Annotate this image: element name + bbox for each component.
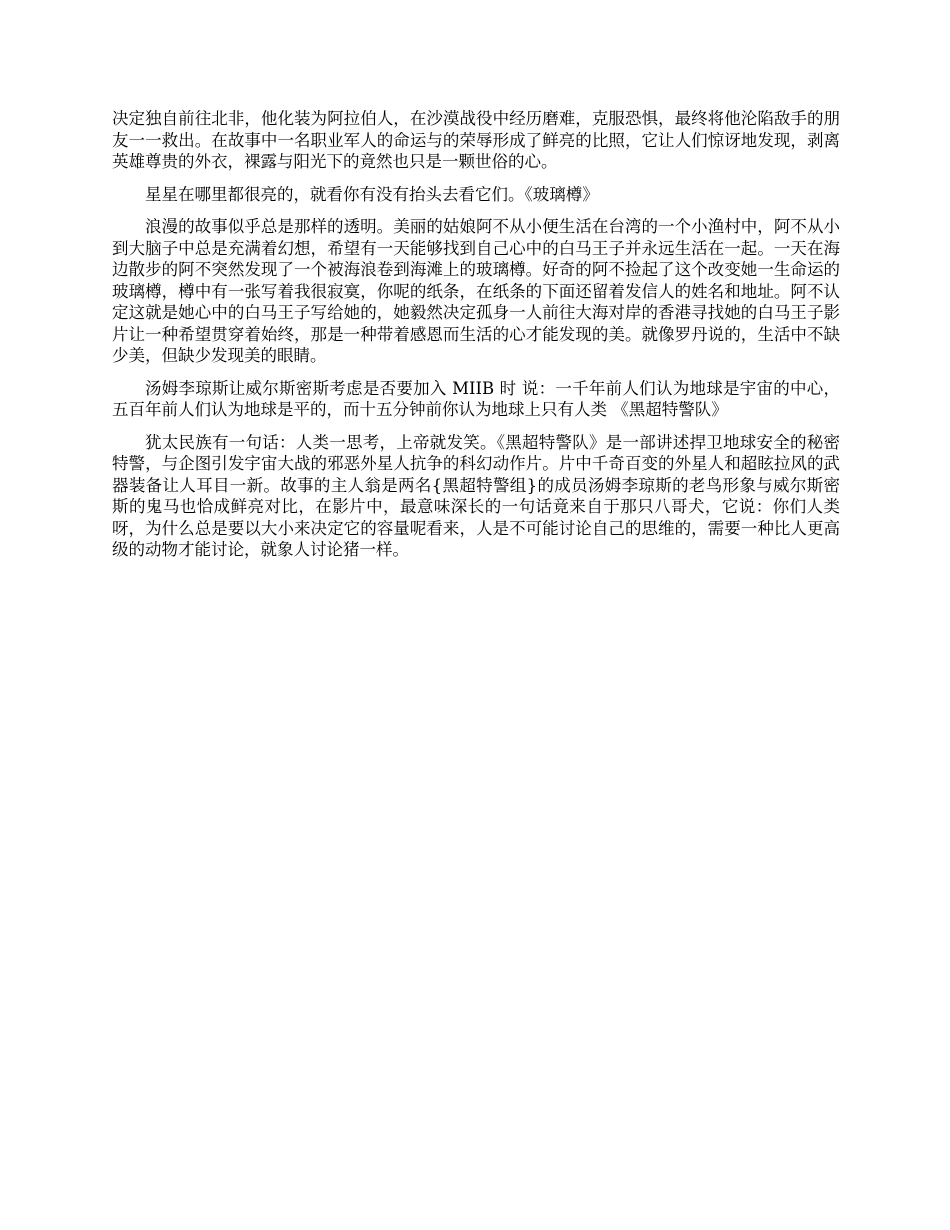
paragraph-continuation: 决定独自前往北非，他化装为阿拉伯人，在沙漠战役中经历磨难，克服恐惧，最终将他沦陷敌手的朋友一一救出。在故事中一名职业军人的命运与的荣辱形成了鲜亮的比照，它让人们惊讶地发现，剥离英雄尊贵的外衣，裸露与阳光下的竟然也只是一颗世俗的心。: [112, 109, 840, 171]
paragraph-men-in-black-story: 犹太民族有一句话：人类一思考，上帝就发笑。《黑超特警队》是一部讲述捍卫地球安全的秘密特警，与企图引发宇宙大战的邪恶外星人抗争的科幻动作片。片中千奇百变的外星人和超眩拉风的武器装备让人耳目一新。故事的主人翁是两名{黑超特警组}的成员汤姆李琼斯的老鸟形象与威尔斯密斯的鬼马也恰成鲜亮对比，在影片中，最意味深长的一句话竟来自于那只八哥犬，它说：你们人类呀，为什么总是要以大小来决定它的容量呢看来，人是不可能讨论自己的思维的，需要一种比人更高级的动物才能讨论，就象人讨论猪一样。: [112, 432, 840, 559]
paragraph-glass-bottle-story: 浪漫的故事似乎总是那样的透明。美丽的姑娘阿不从小便生活在台湾的一个小渔村中，阿不从小到大脑子中总是充满着幻想，希望有一天能够找到自己心中的白马王子并永远生活在一起。一天在海边散步的阿不突然发现了一个被海浪卷到海滩上的玻璃樽。好奇的阿不捡起了这个改变她一生命运的玻璃樽，樽中有一张写着我很寂寞，你呢的纸条，在纸条的下面还留着发信人的姓名和地址。阿不认定这就是她心中的白马王子写给她的，她毅然决定孤身一人前往大海对岸的香港寻找她的白马王子影片让一种希望贯穿着始终，那是一种带着感恩而生活的心才能发现的美。就像罗丹说的，生活中不缺少美，但缺少发现美的眼睛。: [112, 217, 840, 365]
document-body: [112, 108, 840, 572]
paragraph-quote-men-in-black: 汤姆李琼斯让威尔斯密斯考虑是否要加入 MIIB 时 说：一千年前人们认为地球是宇宙的中心，五百年前人们认为地球是平的，而十五分钟前你认为地球上只有人类 《黑超特警队》: [112, 378, 840, 419]
paragraph-quote-glass-bottle: 星星在哪里都很亮的，就看你有没有抬头去看它们。《玻璃樽》: [145, 184, 599, 204]
